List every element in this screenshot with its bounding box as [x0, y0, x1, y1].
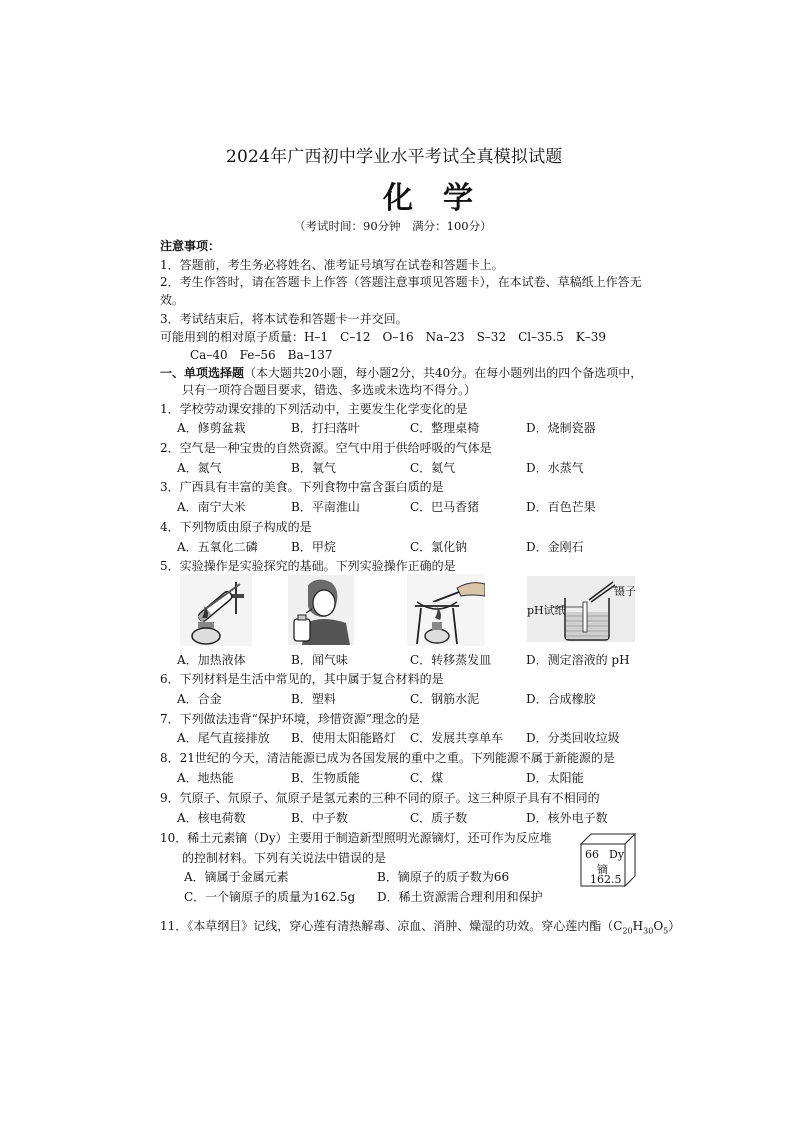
formula-o: O: [653, 919, 664, 933]
q4-option-a: A．五氧化二磷: [177, 540, 258, 554]
exam-title: 2024年广西初中学业水平考试全真模拟试题: [226, 147, 563, 167]
section-heading: [160, 364, 642, 381]
tweezers-label: 镊子: [614, 585, 636, 598]
q4-option-b: B．甲烷: [291, 540, 336, 554]
q5-option-a: A．加热液体: [177, 653, 246, 667]
notice-item-3: 3．考试结束后，将本试卷和答题卡一并交回。: [160, 312, 408, 326]
element-mass: 162.5: [590, 873, 622, 886]
question-11-stem: [160, 917, 680, 935]
figure-smelling-gas: [288, 575, 354, 645]
question-10-stem-cont: 的控制材料。下列有关说法中错误的是: [182, 851, 387, 865]
notice-heading: 注意事项：: [160, 239, 221, 253]
q5-option-c: C．转移蒸发皿: [410, 653, 492, 667]
q10-option-d: D．稀土资源需合理利用和保护: [377, 890, 543, 904]
q1-option-b: B．打扫落叶: [291, 421, 360, 435]
formula-c-count: 20: [622, 926, 633, 936]
notice-item-2-cont: 效。: [160, 293, 185, 307]
q8-option-c: C．煤: [410, 771, 444, 785]
q3-option-d: D．百色芒果: [526, 500, 596, 514]
notice-item-1: 1．答题前，考生务必将姓名、准考证号填写在试卷和答题卡上。: [160, 258, 504, 272]
formula-c: C: [613, 919, 623, 933]
formula-h-count: 30: [643, 926, 654, 936]
q11-close: ）: [668, 919, 681, 933]
q9-option-c: C．质子数: [410, 811, 468, 825]
q7-option-a: A．尾气直接排放: [177, 731, 270, 745]
q2-option-d: D．水蒸气: [526, 461, 584, 475]
q4-option-d: D．金刚石: [526, 540, 584, 554]
question-5-stem: 5．实验操作是实验探究的基础。下列实验操作正确的是: [160, 559, 456, 573]
exam-info: （考试时间：90分钟 满分：100分）: [294, 219, 492, 233]
atomic-mass-line-1: 可能用到的相对原子质量：H–1 C–12 O–16 Na–23 S–32 Cl–35.5 K–39: [160, 330, 607, 344]
q9-option-a: A．核电荷数: [177, 811, 246, 825]
q5-option-d: D．测定溶液的 pH: [526, 653, 630, 667]
q7-option-d: D．分类回收垃圾: [526, 731, 620, 745]
q6-option-d: D．合成橡胶: [526, 692, 596, 706]
q3-option-b: B．平南淮山: [291, 500, 360, 514]
section-desc: （本大题共20小题，每小题2分，共40分。在每小题列出的四个备选项中，: [244, 366, 643, 380]
q7-option-c: C．发展共享单车: [410, 731, 504, 745]
q11-stem-text: 11．《本草纲目》记线，穿心莲有清热解毒、凉血、消肿、燥湿的功效。穿心莲内酯（: [160, 919, 614, 933]
q2-option-a: A．氮气: [177, 461, 222, 475]
question-9-stem: 9．氕原子、氘原子、氚原子是氢元素的三种不同的原子。这三种原子具有不相同的: [160, 791, 600, 805]
element-name: 镝: [597, 863, 608, 876]
q10-option-b: B．镝原子的质子数为66: [377, 870, 510, 884]
q1-option-a: A．修剪盆栽: [177, 421, 246, 435]
q9-option-b: B．中子数: [291, 811, 348, 825]
question-6-stem: 6．下列材料是生活中常见的，其中属于复合材料的是: [160, 672, 444, 686]
subject-title: 化学: [383, 181, 503, 216]
ph-paper-label: pH试纸: [527, 604, 566, 617]
figure-moving-dish: [407, 574, 485, 646]
formula-h: H: [632, 919, 644, 933]
question-2-stem: 2．空气是一种宝贵的自然资源。空气中用于供给呼吸的气体是: [160, 441, 492, 455]
question-3-stem: 3．广西具有丰富的美食。下列食物中富含蛋白质的是: [160, 480, 444, 494]
q8-option-b: B．生物质能: [291, 771, 360, 785]
q6-option-c: C．钢筋水泥: [410, 692, 480, 706]
q6-option-a: A．合金: [177, 692, 222, 706]
q11-formula: [613, 919, 669, 936]
q5-option-b: B．闻气味: [291, 653, 348, 667]
question-10-stem: 10．稀土元素镝（Dy）主要用于制造新型照明光源镝灯，还可作为反应堆: [160, 831, 552, 845]
q4-option-c: C．氯化钠: [410, 540, 468, 554]
q7-option-b: B．使用太阳能路灯: [291, 731, 396, 745]
q6-option-b: B．塑料: [291, 692, 336, 706]
notice-item-2: 2．考生作答时，请在答题卡上作答（答题注意事项见答题卡），在本试卷、草稿纸上作答无: [160, 275, 642, 289]
q2-option-c: C．氦气: [410, 461, 456, 475]
question-8-stem: 8．21世纪的今天，清洁能源已成为各国发展的重中之重。下列能源不属于新能源的是: [160, 751, 615, 765]
q1-option-c: C．整理桌椅: [410, 421, 480, 435]
question-1-stem: 1．学校劳动课安排的下列活动中，主要发生化学变化的是: [160, 402, 468, 416]
q3-option-c: C．巴马香猪: [410, 500, 480, 514]
q10-option-a: A．镝属于金属元素: [184, 870, 289, 884]
element-card-dy: [579, 832, 637, 888]
section-title: 一、单项选择题: [160, 366, 245, 380]
q1-option-d: D．烧制瓷器: [526, 421, 596, 435]
q3-option-a: A．南宁大米: [177, 500, 246, 514]
q9-option-d: D．核外电子数: [526, 811, 608, 825]
q10-option-c: C．一个镝原子的质量为162.5g: [184, 890, 356, 904]
element-atomic-number: 66: [585, 848, 599, 861]
q8-option-d: D．太阳能: [526, 771, 584, 785]
question-7-stem: 7．下列做法违背“保护环境，珍惜资源”理念的是: [160, 712, 420, 726]
section-desc-cont: 只有一项符合题目要求，错选、多选或未选均不得分。）: [182, 383, 477, 397]
formula-o-count: 5: [663, 926, 669, 936]
atomic-mass-line-2: Ca–40 Fe–56 Ba–137: [190, 348, 333, 362]
q8-option-a: A．地热能: [177, 771, 234, 785]
q2-option-b: B．氧气: [291, 461, 336, 475]
element-symbol: Dy: [609, 848, 625, 861]
question-4-stem: 4．下列物质由原子构成的是: [160, 520, 312, 534]
figure-heating-liquid: [180, 574, 252, 646]
